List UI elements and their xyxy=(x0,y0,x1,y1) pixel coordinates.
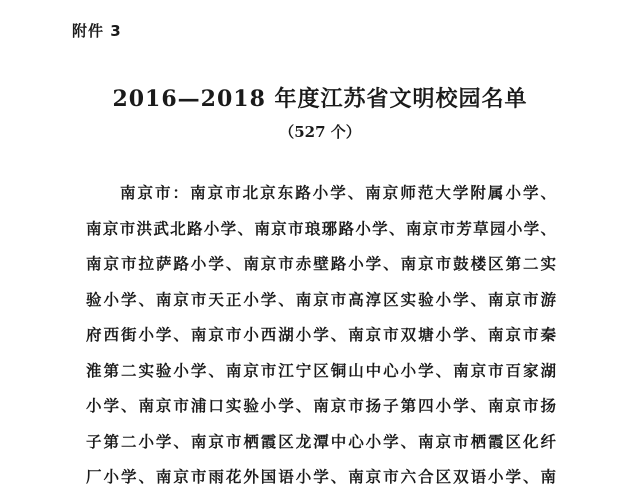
document-title: 2016—2018 年度江苏省文明校园名单 xyxy=(112,86,528,112)
body-line: 小学、南京市浦口实验小学、南京市扬子第四小学、南京市扬 xyxy=(86,397,556,415)
body-line: 南京市：南京市北京东路小学、南京师范大学附属小学、 xyxy=(120,184,556,202)
body-line: 南京市拉萨路小学、南京市赤壁路小学、南京市鼓楼区第二实 xyxy=(86,255,556,273)
body-line: 淮第二实验小学、南京市江宁区铜山中心小学、南京市百家湖 xyxy=(86,361,556,380)
body-line: 子第二小学、南京市栖霞区龙潭中心小学、南京市栖霞区化纤 xyxy=(86,432,556,451)
body-line: 南京市洪武北路小学、南京市琅琊路小学、南京市芳草园小学、 xyxy=(86,219,556,238)
body-line: 府西街小学、南京市小西湖小学、南京市双塘小学、南京市秦 xyxy=(86,326,556,344)
document-count: （527 个） xyxy=(279,123,361,141)
school-list-body xyxy=(86,176,556,496)
attachment-label: 附件 3 xyxy=(72,22,122,40)
body-line: 验小学、南京市天正小学、南京市高淳区实验小学、南京市游 xyxy=(86,290,556,309)
body-line: 厂小学、南京市雨花外国语小学、南京市六合区双语小学、南 xyxy=(86,468,556,486)
